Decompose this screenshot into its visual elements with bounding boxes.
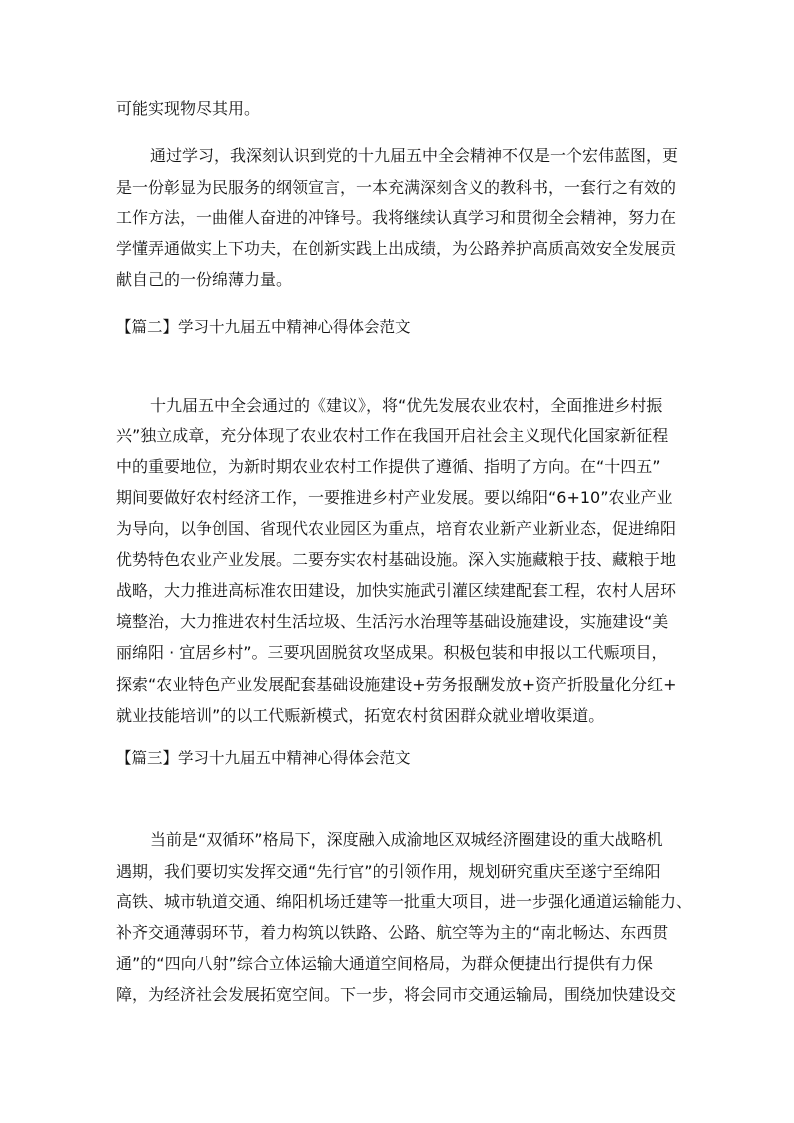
text-line: 就业技能培训”的以工代赈新模式，拓宽农村贫困群众就业增收渠道。 bbox=[116, 706, 605, 725]
section-heading-3: 【篇三】学习十九届五中精神心得体会范文 bbox=[116, 749, 411, 767]
text-line: 丽绵阳 · 宜居乡村”。三要巩固脱贫攻坚成果。积极包装和申报以工代赈项目， bbox=[116, 643, 668, 662]
text-line: 当前是“双循环”格局下，深度融入成渝地区双城经济圈建设的重大战略机 bbox=[150, 830, 663, 849]
text-line: 战略，大力推进高标准农田建设，加快实施武引灌区续建配套工程，农村人居环 bbox=[116, 581, 677, 600]
text-line: 通过学习，我深刻认识到党的十九届五中全会精神不仅是一个宏伟蓝图，更 bbox=[150, 146, 679, 165]
text-line: 是一份彰显为民服务的纲领宣言，一本充满深刻含义的教科书，一套行之有效的 bbox=[116, 178, 677, 197]
text-line: 境整治，大力推进农村生活垃圾、生活污水治理等基础设施建设，实施建设“美 bbox=[116, 612, 669, 631]
text-line: 可能实现物尽其用。 bbox=[116, 99, 261, 118]
text-line: 优势特色农业产业发展。二要夯实农村基础设施。深入实施藏粮于技、藏粮于地 bbox=[116, 550, 677, 569]
text-line: 探索“农业特色产业发展配套基础设施建设+劳务报酬发放+资产折股量化分红+ bbox=[116, 675, 677, 694]
section-heading-2: 【篇二】学习十九届五中精神心得体会范文 bbox=[116, 318, 411, 336]
text-line: 学懂弄通做实上下功夫，在创新实践上出成绩，为公路养护高质高效安全发展贡 bbox=[116, 239, 677, 258]
text-line: 通”的“四向八射”综合立体运输大通道空间格局，为群众便捷出行提供有力保 bbox=[116, 954, 653, 973]
text-line: 遇期，我们要切实发挥交通“先行官”的引领作用，规划研究重庆至遂宁至绵阳 bbox=[116, 862, 661, 881]
text-line: 工作方法，一曲催人奋进的冲锋号。我将继续认真学习和贯彻全会精神，努力在 bbox=[116, 208, 677, 227]
text-line: 障，为经济社会发展拓宽空间。下一步，将会同市交通运输局，围绕加快建设交 bbox=[116, 985, 677, 1004]
text-line: 补齐交通薄弱环节，着力构筑以铁路、公路、航空等为主的“南北畅达、东西贯 bbox=[116, 923, 669, 942]
text-line: 兴”独立成章，充分体现了农业农村工作在我国开启社会主义现代化国家新征程 bbox=[116, 426, 669, 445]
text-line: 中的重要地位，为新时期农业农村工作提供了遵循、指明了方向。在“十四五” bbox=[116, 457, 661, 476]
text-line: 献自己的一份绵薄力量。 bbox=[116, 270, 293, 289]
text-line: 期间要做好农村经济工作，一要推进乡村产业发展。要以绵阳“6+10”农业产业 bbox=[116, 488, 673, 507]
text-line: 为导向，以争创国、省现代农业园区为重点，培育农业新产业新业态，促进绵阳 bbox=[116, 519, 677, 538]
text-line: 高铁、城市轨道交通、绵阳机场迁建等一批重大项目，进一步强化通道运输能力、 bbox=[116, 892, 693, 911]
text-line: 十九届五中全会通过的《建议》，将“优先发展农业农村，全面推进乡村振 bbox=[150, 396, 663, 415]
